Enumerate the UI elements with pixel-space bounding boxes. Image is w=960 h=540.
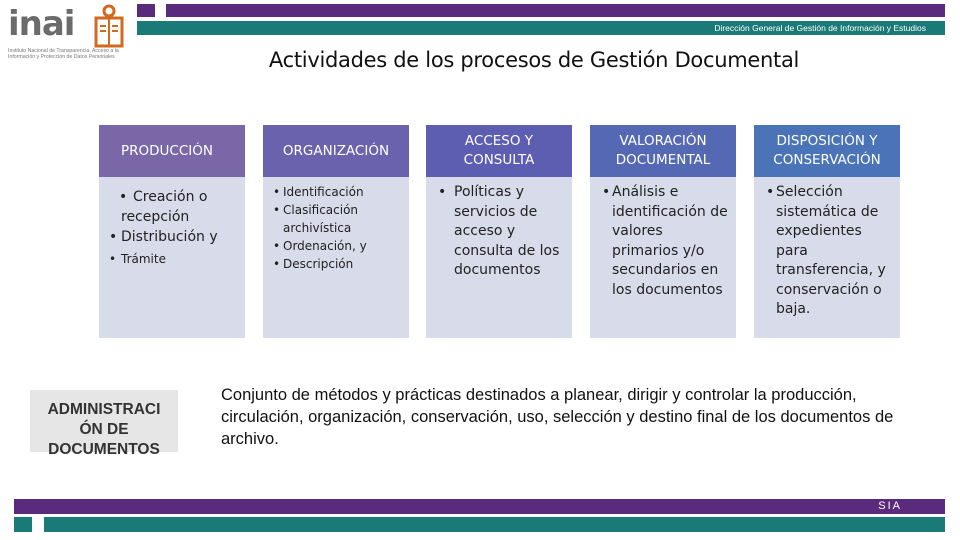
department-label: Dirección General de Gestión de Información y Estudios (714, 23, 926, 33)
column-heading: PRODUCCIÓN (99, 125, 245, 177)
definition-text: Conjunto de métodos y prácticas destinados a planear, dirigir y controlar la producción, circulación, organización, conservación, uso, selección y destino final de los documentos de archivo. (221, 386, 894, 448)
logo-subtitle: Instituto Nacional de Transparencia, Acceso a la Información y Protección de Datos Personales (8, 48, 119, 60)
column-disposicion-conservacion (754, 125, 900, 338)
list-item: • Ordenación, y (273, 239, 367, 253)
column-body (754, 177, 900, 320)
column-organizacion (263, 125, 409, 338)
column-heading: VALORACIÓN DOCUMENTAL (590, 125, 736, 177)
list-item: • Políticas y servicios de acceso y consulta de los documentos (438, 184, 560, 278)
logo-book-person-icon (90, 4, 128, 48)
column-heading: DISPOSICIÓN Y CONSERVACIÓN (754, 125, 900, 177)
footer-square-teal (14, 517, 32, 532)
column-valoracion-documental (590, 125, 736, 338)
logo-wordmark: inai (8, 4, 75, 44)
list-item: • Clasificación archivística (273, 203, 359, 235)
column-heading: ORGANIZACIÓN (263, 125, 409, 177)
column-body (426, 177, 572, 281)
footer-bar-purple (14, 499, 945, 514)
column-body (590, 177, 736, 300)
column-acceso-consulta (426, 125, 572, 338)
admin-documentos-box: ADMINISTRACI ÓN DE DOCUMENTOS (30, 390, 178, 452)
header-square-purple (137, 4, 155, 17)
column-heading: ACCESO Y CONSULTA (426, 125, 572, 177)
column-body (263, 177, 409, 273)
list-item: • Selección sistemática de expedientes para transferencia, y conservación o baja. (766, 184, 886, 317)
list-item: • Distribución y (109, 229, 218, 245)
list-item: • Identificación (273, 185, 364, 199)
list-item: • Trámite (109, 252, 166, 266)
page-title: Actividades de los procesos de Gestión Documental (268, 48, 800, 72)
footer-label: SIA (878, 500, 902, 512)
footer-bar-teal (44, 517, 945, 532)
column-body (99, 177, 245, 269)
list-item: • Creación o recepción (119, 189, 208, 225)
header-bar-purple (166, 4, 945, 17)
list-item: • Descripción (273, 257, 354, 271)
list-item: • Análisis e identificación de valores primarios y/o secundarios en los documentos (602, 184, 728, 298)
column-produccion (99, 125, 245, 338)
